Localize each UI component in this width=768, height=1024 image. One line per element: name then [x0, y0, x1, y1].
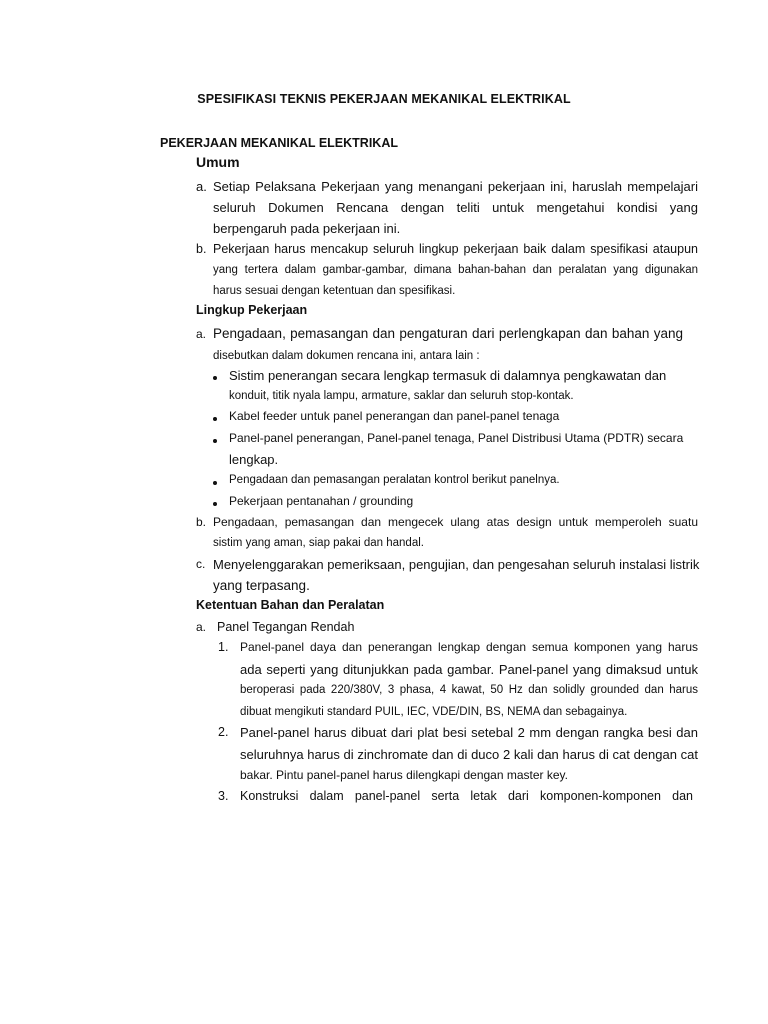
text-line: Pengadaan, pemasangan dan pengaturan dari perlengkapan dan bahan yang — [213, 326, 683, 341]
item-text — [240, 722, 698, 787]
text-line: harus sesuai dengan ketentuan dan spesifikasi. — [213, 285, 456, 297]
list-marker: a. — [196, 620, 207, 634]
list-item — [196, 617, 496, 638]
bullet-dot-icon — [213, 376, 217, 380]
text-line: yang terpasang. — [213, 578, 310, 593]
item-text — [213, 239, 698, 302]
text-line: Pengadaan dan pemasangan peralatan kontrol berikut panelnya. — [229, 474, 560, 486]
list-marker: 2. — [218, 725, 229, 739]
text-line: Konstruksi dalam panel-panel serta letak dari komponen-komponen dan — [240, 789, 693, 803]
item-text — [213, 176, 698, 239]
text-line: yang tertera dalam gambar-gambar, dimana bahan-bahan dan peralatan yang digunakan — [213, 264, 698, 276]
bullet-item — [213, 428, 690, 470]
list-marker: 3. — [218, 789, 229, 803]
text-line: Panel-panel penerangan, Panel-panel tenaga, Panel Distribusi Utama (PDTR) secara — [229, 431, 684, 445]
numbered-item — [218, 637, 698, 723]
text-line: seluruhnya harus di zinchromate dan di duco 2 kali dan harus di cat dengan cat — [240, 746, 698, 762]
list-item — [196, 554, 698, 596]
text-line: berpengaruh pada pekerjaan ini. — [213, 221, 401, 236]
text-line: seluruh Dokumen Rencana dengan teliti untuk mengetahui kondisi yang — [213, 200, 698, 215]
text-line: dibuat mengikuti standard PUIL, IEC, VDE/DIN, BS, NEMA dan sebagainya. — [240, 705, 628, 718]
item-text — [229, 491, 665, 512]
item-text — [229, 365, 666, 407]
list-item — [196, 323, 698, 367]
numbered-item — [218, 786, 693, 808]
bullet-item — [213, 491, 665, 512]
text-line: Kabel feeder untuk panel penerangan dan panel-panel tenaga — [229, 409, 560, 423]
text-line: Panel-panel harus dibuat dari plat besi setebal 2 mm dengan rangka besi dan — [240, 725, 698, 740]
list-marker: c. — [196, 557, 206, 571]
text-line: Setiap Pelaksana Pekerjaan yang menangani pekerjaan ini, haruslah mempelajari — [213, 179, 698, 194]
heading-ketentuan-bahan: Ketentuan Bahan dan Peralatan — [196, 598, 385, 612]
bullet-dot-icon — [213, 417, 217, 421]
heading-lingkup-pekerjaan: Lingkup Pekerjaan — [196, 303, 308, 317]
text-line: konduit, titik nyala lampu, armature, saklar dan seluruh stop-kontak. — [229, 390, 574, 402]
list-marker: 1. — [218, 640, 229, 654]
text-line: Panel-panel daya dan penerangan lengkap dengan semua komponen yang harus — [240, 640, 698, 654]
item-text — [240, 786, 693, 808]
list-item — [196, 176, 698, 239]
item-text — [240, 637, 698, 723]
section-title: PEKERJAAN MEKANIKAL ELEKTRIKAL — [160, 136, 398, 150]
list-item — [196, 239, 698, 302]
item-text — [229, 470, 665, 491]
item-text — [213, 554, 699, 596]
text-line: beroperasi pada 220/380V, 3 phasa, 4 kawat, 50 Hz dan solidly grounded dan harus — [240, 684, 698, 696]
item-text — [213, 323, 683, 367]
item-text — [229, 406, 665, 427]
document-title: SPESIFIKASI TEKNIS PEKERJAAN MEKANIKAL ELEKTRIKAL — [197, 92, 571, 106]
text-line: bakar. Pintu panel-panel harus dilengkapi dengan master key. — [240, 768, 568, 782]
bullet-dot-icon — [213, 481, 217, 485]
text-line: sistim yang aman, siap pakai dan handal. — [213, 537, 424, 549]
list-marker: b. — [196, 242, 207, 256]
text-line: lengkap. — [229, 452, 279, 467]
bullet-item — [213, 406, 665, 427]
heading-umum: Umum — [196, 154, 240, 170]
bullet-dot-icon — [213, 502, 217, 506]
list-marker: a. — [196, 327, 207, 341]
subsection-label: Panel Tegangan Rendah — [217, 620, 355, 634]
list-marker: b. — [196, 515, 207, 529]
text-line: Sistim penerangan secara lengkap termasuk di dalamnya pengkawatan dan — [229, 368, 667, 383]
numbered-item — [218, 722, 698, 787]
item-text — [213, 512, 698, 554]
text-line: Pekerjaan harus mencakup seluruh lingkup pekerjaan baik dalam spesifikasi ataupun — [213, 242, 698, 256]
text-line: Pengadaan, pemasangan dan mengecek ulang atas design untuk memperoleh suatu — [213, 515, 698, 529]
text-line: Menyelenggarakan pemeriksaan, pengujian, dan pengesahan seluruh instalasi listrik — [213, 557, 700, 572]
bullet-item — [213, 470, 665, 491]
text-line: Pekerjaan pentanahan / grounding — [229, 494, 414, 508]
item-text — [229, 428, 690, 470]
bullet-item — [213, 365, 665, 407]
text-line: ada seperti yang ditunjukkan pada gambar. Panel-panel yang dimaksud untuk — [240, 661, 698, 677]
bullet-dot-icon — [213, 439, 217, 443]
text-line: disebutkan dalam dokumen rencana ini, antara lain : — [213, 350, 480, 362]
list-marker: a. — [196, 179, 207, 194]
list-item — [196, 512, 698, 554]
